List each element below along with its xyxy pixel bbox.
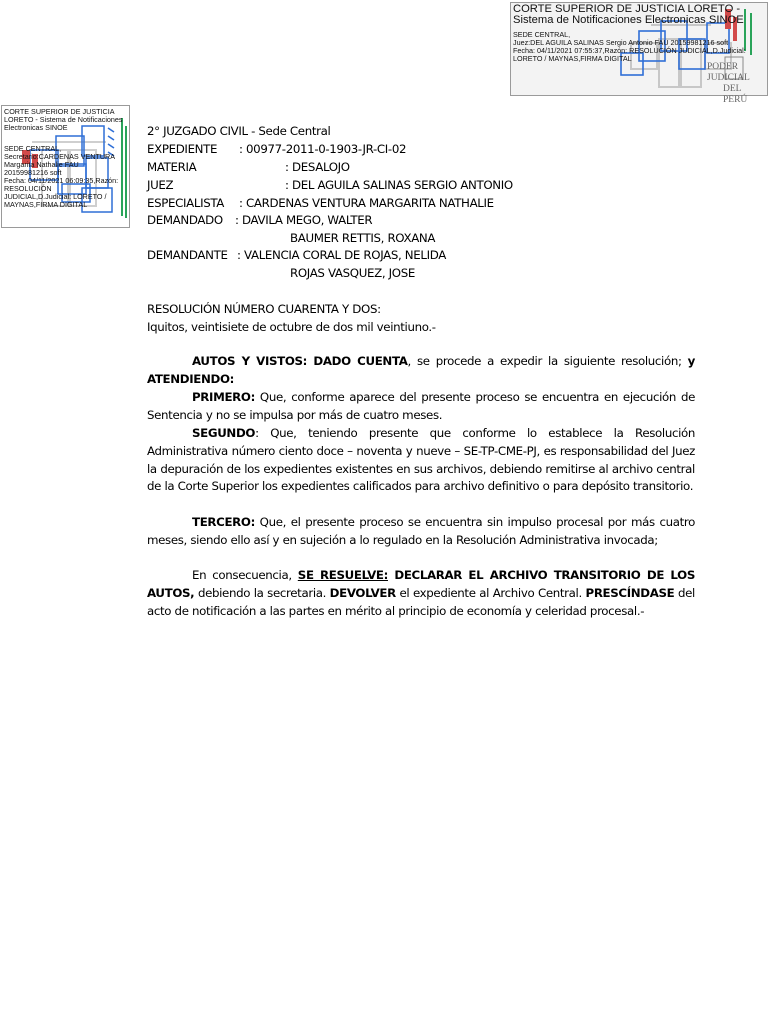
demandado-label: DEMANDADO [147,213,223,227]
expediente-value: : 00977-2011-0-1903-JR-CI-02 [239,142,407,156]
demandante-label: DEMANDANTE [147,248,228,262]
especialista-label: ESPECIALISTA [147,196,224,210]
segundo-heading: SEGUNDO [192,426,256,440]
primero-text: Que, conforme aparece del presente proceso se encuentra en ejecución de Sentencia y no se impulsa por más de cuatro meses. [147,390,695,422]
logo-line: DEL PERÚ [723,84,748,105]
paragraph-autos [147,353,695,389]
prescindase-heading: PRESCÍNDASE [585,585,675,600]
stamp-line: SEDE CENTRAL, [4,144,62,153]
materia-value: : DESALOJO [285,160,350,174]
stamp-line: RESOLUCIÓN [4,184,52,193]
especialista-value: : CARDENAS VENTURA MARGARITA NATHALIE [239,196,494,210]
segundo-text: : Que, teniendo presente que conforme lo establece la Resolución Administrativa número ciento doce – noventa y nueve – SE-TP-CME-PJ, es responsabilidad del Juez la depuración de los expedientes existentes en sus archivos, debiendo remitirse al archivo central de la Corte Superior los expedientes calificados para archivo definitivo o para depósito transitorio. [147,426,695,494]
consecuencia-text: En consecuencia, [192,568,298,582]
devolver-text: el expediente al Archivo Central. [395,585,586,600]
materia-label: MATERIA [147,160,197,174]
stamp-line: Secretario:CARDENAS VENTURA Margarita Nathalie FAU [4,152,115,169]
tercero-text: Que, el presente proceso se encuentra sin impulso procesal por más cuatro meses, siendo ello así y en sujeción a lo regulado en la Resolución Administrativa invocada; [147,515,695,547]
stamp-line: JUDICIAL,D.Judicial: LORETO / [4,192,107,201]
digital-signature-stamp-judge [510,2,768,105]
expediente-label: EXPEDIENTE [147,142,218,156]
stamp-line: Juez:DEL AGUILA SALINAS Sergio Antonio FAU 20159981216 soft [513,38,729,47]
poder-judicial-logo-text [707,62,767,106]
demandante-value-2: ROJAS VASQUEZ, JOSE [290,266,415,280]
paragraph-resolutivo [147,567,695,620]
digital-signature-stamp-secretary [1,105,130,228]
stamp-line: LORETO / MAYNAS,FIRMA DIGITAL [513,54,632,63]
primero-heading: PRIMERO: [192,390,255,404]
stamp-title: CORTE SUPERIOR DE JUSTICIA LORETO - Sistema de Notificaciones Electronicas SINOE [4,107,123,132]
demandante-value: : VALENCIA CORAL DE ROJAS, NELIDA [237,248,446,262]
stamp-line: 20159981216 soft [4,168,62,177]
paragraph-tercero [147,514,695,550]
devolver-heading: DEVOLVER [329,585,396,600]
resolution-title: RESOLUCIÓN NÚMERO CUARENTA Y DOS: [147,302,381,316]
stamp-line: Fecha: 04/11/2021 07:55:37,Razón: RESOLUCIÓN JUDICIAL,D.Judicial: [513,46,746,55]
tercero-heading: TERCERO: [192,515,255,529]
stamp-title: CORTE SUPERIOR DE JUSTICIA LORETO - Sistema de Notificaciones Electronicas SINOE [513,3,744,26]
stamp-details [513,31,767,63]
paragraph-primero [147,389,695,425]
debiendo-text: debiendo la secretaria. [194,585,330,600]
resolution-date: Iquitos, veintisiete de octubre de dos mil veintiuno.- [147,320,436,334]
prescindase-text: del acto de notificación a las partes en mérito al principio de economía y celeridad procesal.- [147,585,695,618]
se-resuelve-heading: SE RESUELVE: [297,568,388,582]
stamp-line: MAYNAS,FIRMA DIGITAL [4,200,88,209]
stamp-line: Fecha: 04/11/2021 06:09:35,Razón: [4,176,119,185]
juez-value: : DEL AGUILA SALINAS SERGIO ANTONIO [285,178,513,192]
paragraph-segundo [147,425,695,496]
court-name: 2° JUZGADO CIVIL - Sede Central [147,124,331,138]
juez-label: JUEZ [147,178,174,192]
logo-line: PODER JUDICIAL [707,62,750,83]
atendiendo-heading: y ATENDIENDO: [147,354,695,386]
declarar-text: DECLARAR EL ARCHIVO TRANSITORIO DE LOS AUTOS, [147,568,695,600]
autos-text: , se procede a expedir la siguiente resolución; [407,354,688,368]
stamp-line: SEDE CENTRAL, [513,30,571,39]
stamp-details [4,145,128,209]
demandado-value: : DAVILA MEGO, WALTER [235,213,373,227]
autos-heading: AUTOS Y VISTOS: DADO CUENTA [192,354,408,368]
demandado-value-2: BAUMER RETTIS, ROXANA [290,231,436,245]
